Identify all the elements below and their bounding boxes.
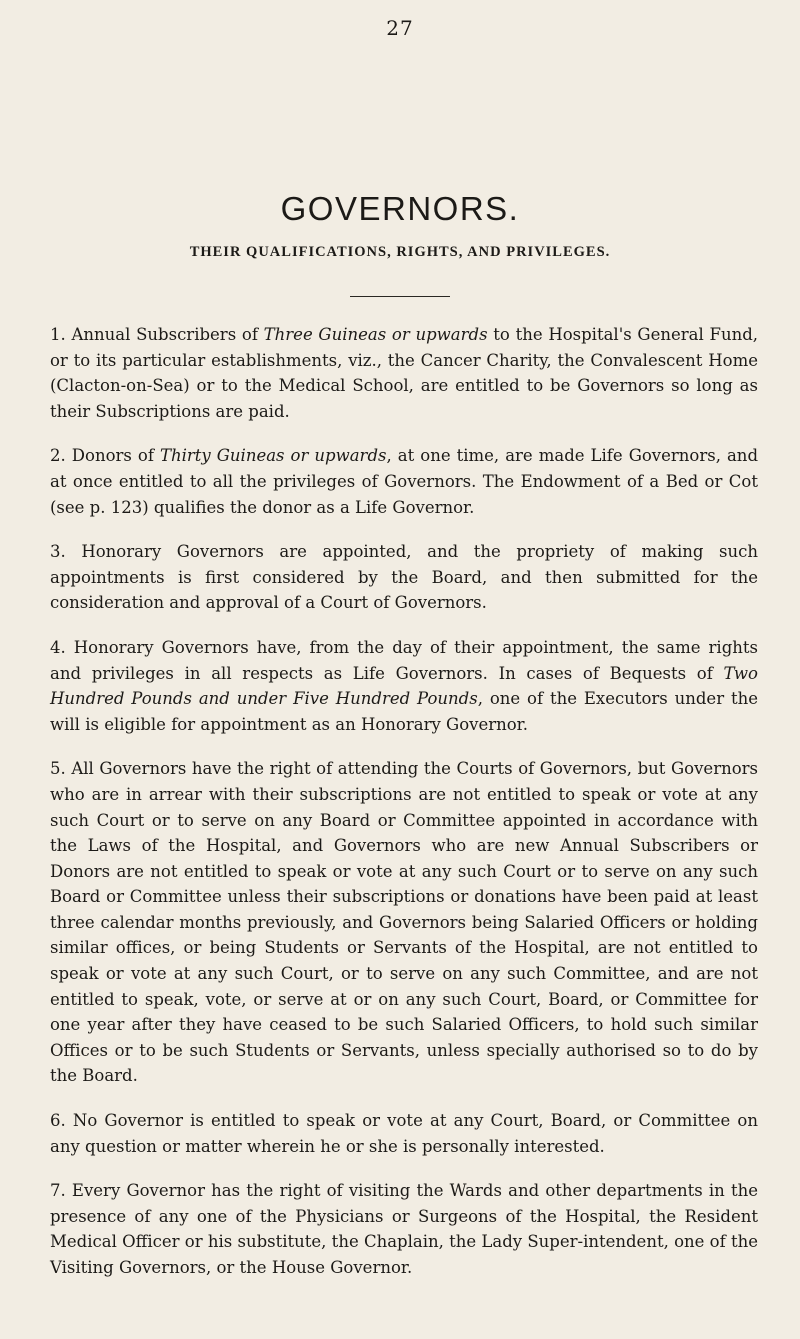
italic-phrase: Two Hundred Pounds and under Five Hundred Pounds <box>50 663 758 709</box>
paragraph-text: to the Hospital's General Fund, or to its particular establishments, viz., the Cancer Charity, the Convalescent Home (Clacton-on-Sea) or to the Medical School, are entitled to be Governors so long as their Subscriptions are paid. <box>50 325 759 421</box>
paragraph-7 <box>50 1178 758 1280</box>
paragraph-number: 5. <box>50 759 66 779</box>
page-title: GOVERNORS. <box>280 190 520 228</box>
paragraph-number: 2. <box>50 446 66 466</box>
paragraph-text: , at one time, are made Life Governors, and at once entitled to all the privileges of Governors. The Endowment of a Bed or Cot (see p. 123) qualifies the donor as a Life Governor. <box>50 446 759 517</box>
paragraph-number: 1. <box>50 325 66 344</box>
paragraph-number: 6. <box>50 1111 66 1131</box>
paragraph-number: 7. <box>50 1181 66 1201</box>
paragraph-text: , one of the Executors under the will is eligible for appointment as an Honorary Governor. <box>50 689 758 734</box>
paragraph-number: 4. <box>50 637 66 657</box>
page-number: 27 <box>386 16 414 40</box>
paragraph-text: Honorary Governors have, from the day of their appointment, the same rights and privileges in all respects as Life Governors. In cases of Bequests of <box>50 637 758 683</box>
paragraph-text: Honorary Governors are appointed, and the propriety of making such appointments is first considered by the Board, and then submitted for the consideration and approval of a Court of Governors. <box>50 542 758 613</box>
paragraph-text: All Governors have the right of attending the Courts of Governors, but Governors who are in arrear with their subscriptions are not entitled to speak or vote at any such Court or to serve on any Board or Committee appointed in accordance with the Laws of the Hospital, and Governors who are new Annual Subscribers or Donors are not entitled to speak or vote at any such Court or to serve on any such Board or Committee unless their subscriptions or donations have been paid at least three calendar months previously, and Governors being Salaried Officers or holding similar offices, or being Students or Servants of the Hospital, are not entitled to speak or vote at any such Court, or to serve on any such Committee, and are not entitled to speak, vote, or serve at or on any such Court, Board, or Committee for one year after they have ceased to be such Salaried Officers, to hold such similar Offices or to be such Students or Servants, unless specially authorised so to do by the Board. <box>50 759 758 1086</box>
section-divider <box>350 296 450 297</box>
document-body <box>50 322 758 1300</box>
paragraph-number: 3. <box>50 542 66 562</box>
italic-phrase: Thirty Guineas or upwards <box>159 446 387 466</box>
paragraph-text: Every Governor has the right of visiting the Wards and other departments in the presence of any one of the Physicians or Surgeons of the Hospital, the Resident Medical Officer or his substitute, the Chaplain, the Lady Super-intendent, one of the Visiting Governors, or the House Governor. <box>50 1181 758 1277</box>
paragraph-4 <box>50 635 758 737</box>
paragraph-text: Donors of <box>65 446 160 466</box>
paragraph-2 <box>50 443 758 520</box>
page-subtitle: THEIR QUALIFICATIONS, RIGHTS, AND PRIVILEGES. <box>189 244 611 260</box>
italic-phrase: Three Guineas or upwards <box>263 325 488 344</box>
paragraph-text: No Governor is entitled to speak or vote at any Court, Board, or Committee on any question or matter wherein he or she is personally interested. <box>50 1111 758 1156</box>
paragraph-1 <box>50 322 758 424</box>
paragraph-3 <box>50 539 758 616</box>
paragraph-6 <box>50 1108 758 1159</box>
paragraph-5 <box>50 756 758 1089</box>
paragraph-text: Annual Subscribers of <box>65 325 264 344</box>
